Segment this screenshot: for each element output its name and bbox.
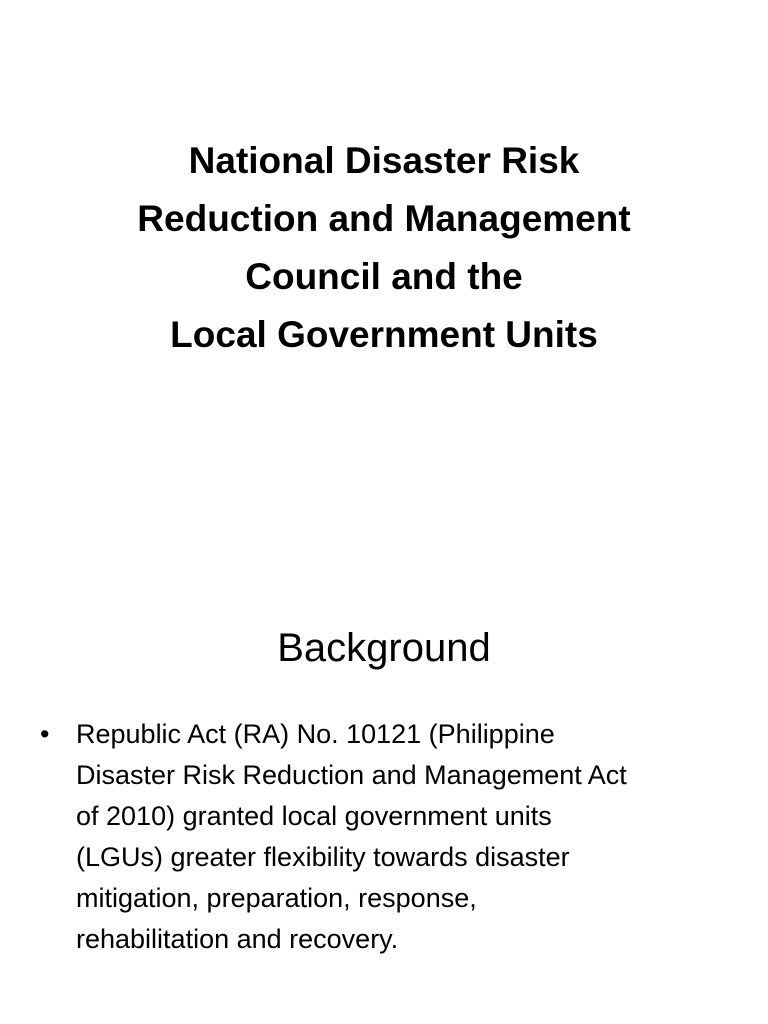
bullet-text-line: mitigation, preparation, response, <box>76 883 477 913</box>
title-line: Council and the <box>245 256 523 297</box>
list-item <box>40 714 730 960</box>
section-heading: Background <box>277 626 491 670</box>
bullet-text-line: of 2010) granted local government units <box>76 801 552 831</box>
page-title <box>40 132 728 364</box>
bullet-text-line: (LGUs) greater flexibility towards disaster <box>76 842 570 872</box>
bullet-text-line: Republic Act (RA) No. 10121 (Philippine <box>76 719 555 749</box>
background-slide <box>0 560 768 1024</box>
bullet-icon: • <box>40 719 50 749</box>
title-line: Reduction and Management <box>137 198 631 239</box>
bullet-list <box>40 714 730 960</box>
title-line: National Disaster Risk <box>188 140 580 181</box>
bullet-text-line: Disaster Risk Reduction and Management Act <box>76 760 627 790</box>
title-line: Local Government Units <box>170 314 598 355</box>
bullet-text-line: rehabilitation and recovery. <box>76 924 399 954</box>
